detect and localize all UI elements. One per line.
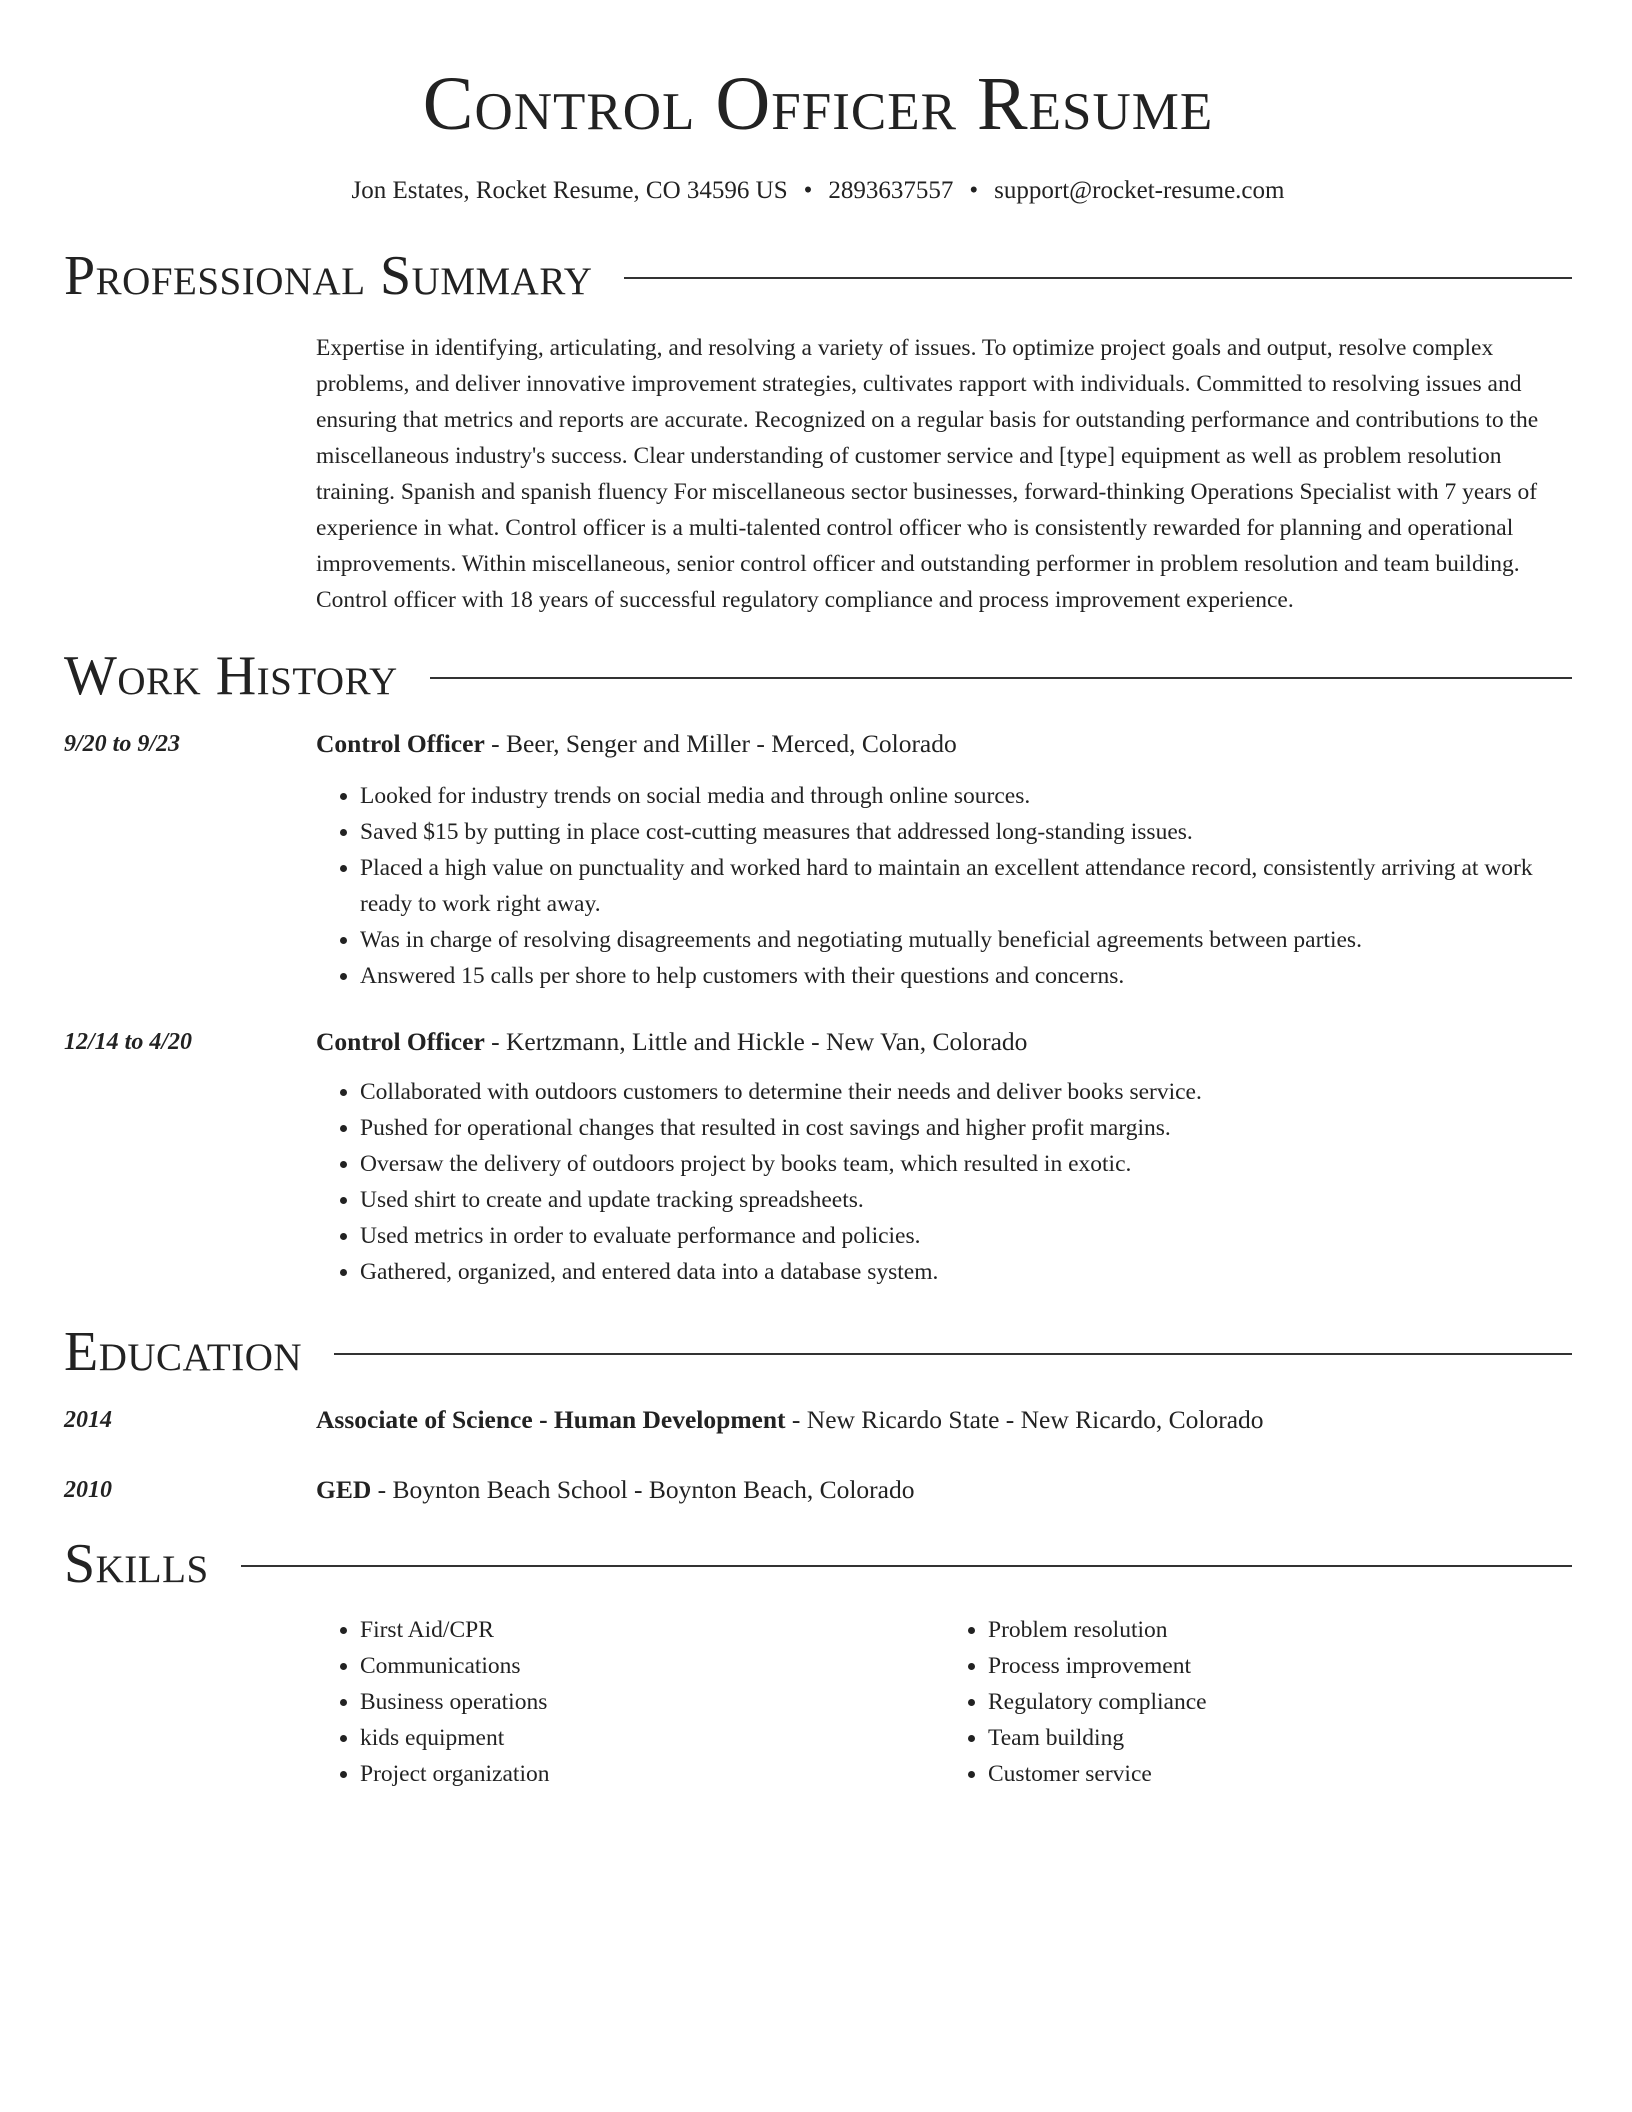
resume-title: Control Officer Resume [422, 62, 1214, 146]
education-year: 2014 [64, 1407, 112, 1433]
skill-item: • Project organization [360, 1756, 944, 1792]
contact-line [64, 174, 1572, 208]
education-school: - New Ricardo State - New Ricardo, Colorado [785, 1405, 1264, 1434]
contact-separator: • [803, 177, 813, 204]
section-divider [241, 1565, 1572, 1567]
education-school: - Boynton Beach School - Boynton Beach, Colorado [371, 1475, 915, 1504]
job-dates: 12/14 to 4/20 [64, 1029, 193, 1055]
contact-separator: • [969, 177, 979, 204]
job-bullets [64, 1074, 1572, 1290]
education-entry [64, 1402, 1572, 1438]
job-entry [64, 726, 1572, 994]
list-item: • Used shirt to create and update tracking spreadsheets. [360, 1182, 1572, 1218]
job-body [316, 726, 1572, 994]
list-item: • Answered 15 calls per shore to help customers with their questions and concerns. [360, 958, 1572, 994]
education-degree: Associate of Science - Human Development [316, 1405, 786, 1434]
skill-item: • kids equipment [360, 1720, 944, 1756]
skills-column-right [944, 1612, 1572, 1792]
job-title: Control Officer [316, 1027, 485, 1056]
education-year: 2010 [64, 1477, 112, 1503]
skill-item: • Regulatory compliance [988, 1684, 1572, 1720]
skill-item: • First Aid/CPR [360, 1612, 944, 1648]
job-role [316, 1024, 1572, 1060]
education-section-header [64, 1318, 1572, 1386]
job-employer: - Beer, Senger and Miller - Merced, Colorado [484, 729, 957, 758]
skill-item: • Team building [988, 1720, 1572, 1756]
skill-item: • Business operations [360, 1684, 944, 1720]
job-dates: 9/20 to 9/23 [64, 731, 181, 757]
list-item: • Oversaw the delivery of outdoors project by books team, which resulted in exotic. [360, 1146, 1572, 1182]
section-divider [430, 677, 1572, 679]
education-body [316, 1472, 1572, 1508]
job-bullets [64, 778, 1572, 994]
job-title: Control Officer [316, 729, 485, 758]
skill-item: • Customer service [988, 1756, 1572, 1792]
skills-list [316, 1612, 1572, 1792]
list-item: • Collaborated with outdoors customers to determine their needs and deliver books service. [360, 1074, 1572, 1110]
skill-item: • Communications [360, 1648, 944, 1684]
job-body [316, 1024, 1572, 1290]
contact-phone: 2893637557 [828, 177, 954, 204]
list-item: • Saved $15 by putting in place cost-cutting measures that addressed long-standing issues. [360, 814, 1572, 850]
work-heading: Work History [64, 645, 398, 707]
list-item: • Gathered, organized, and entered data into a database system. [360, 1254, 1572, 1290]
education-degree: GED [316, 1475, 372, 1504]
list-item: • Pushed for operational changes that resulted in cost savings and higher profit margins. [360, 1110, 1572, 1146]
contact-email: support@rocket-resume.com [994, 177, 1285, 204]
list-item: • Was in charge of resolving disagreements and negotiating mutually beneficial agreements between parties. [360, 922, 1572, 958]
section-divider [624, 277, 1572, 279]
summary-section-header [64, 242, 1572, 310]
resume-page [64, 0, 1572, 1792]
list-item: • Used metrics in order to evaluate performance and policies. [360, 1218, 1572, 1254]
education-body [316, 1402, 1572, 1438]
skills-heading: Skills [64, 1533, 209, 1595]
education-entry [64, 1472, 1572, 1508]
section-divider [334, 1353, 1572, 1355]
skill-item: • Problem resolution [988, 1612, 1572, 1648]
work-section-header [64, 642, 1572, 710]
job-employer: - Kertzmann, Little and Hickle - New Van, Colorado [484, 1027, 1028, 1056]
contact-address: Jon Estates, Rocket Resume, CO 34596 US [351, 177, 788, 204]
skill-item: • Process improvement [988, 1648, 1572, 1684]
list-item: • Placed a high value on punctuality and worked hard to maintain an excellent attendance record, consistently arriving at work ready to work right away. [360, 850, 1572, 922]
skills-section-header [64, 1530, 1572, 1598]
skills-column-left [316, 1612, 944, 1792]
job-role [316, 726, 1572, 762]
summary-heading: Professional Summary [64, 245, 593, 307]
summary-text: Expertise in identifying, articulating, and resolving a variety of issues. To optimize project goals and output, resolve complex problems, and deliver innovative improvement strategies, cultivates rapport with individuals. Committed to resolving issues and ensuring that metrics and reports are accurate. Recognized on a regular basis for outstanding performance and contributions to the miscellaneous industry's success. Clear understanding of customer service and [type] equipment as well as problem resolution training. Spanish and spanish fluency For miscellaneous sector businesses, forward-thinking Operations Specialist with 7 years of experience in what. Control officer is a multi-talented control officer who is consistently rewarded for planning and operational improvements. Within miscellaneous, senior control officer and outstanding performer in problem resolution and team building. Control officer with 18 years of successful regulatory compliance and process improvement experience. [316, 335, 1539, 613]
list-item: • Looked for industry trends on social media and through online sources. [360, 778, 1572, 814]
education-heading: Education [64, 1321, 303, 1383]
job-entry [64, 1024, 1572, 1290]
